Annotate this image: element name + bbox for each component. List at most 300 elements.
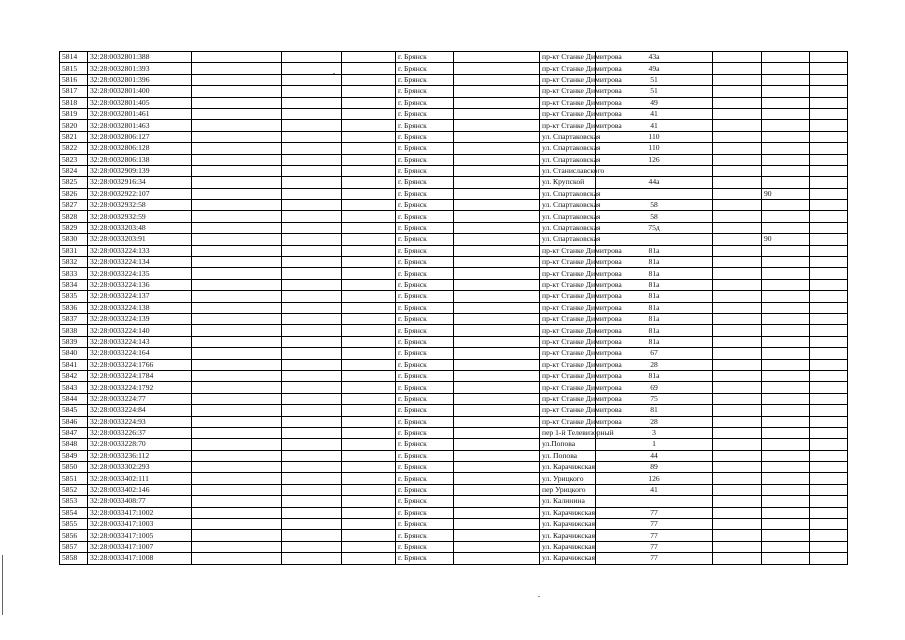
empty-cell xyxy=(454,131,540,142)
empty-cell xyxy=(282,222,342,233)
empty-cell xyxy=(192,257,282,268)
city-cell: г. Брянск xyxy=(396,108,454,119)
street-cell: пр-кт Станке Димитрова xyxy=(540,63,596,74)
empty-cell xyxy=(810,313,848,324)
house-number-cell: 81а xyxy=(596,313,713,324)
city-cell: г. Брянск xyxy=(396,154,454,165)
cadastral-number-cell: 32:28:0033224:134 xyxy=(88,257,192,268)
city-cell: г. Брянск xyxy=(396,484,454,495)
house-number-cell xyxy=(596,188,713,199)
empty-cell xyxy=(282,462,342,473)
cadastral-number-cell: 32:28:0033417:1008 xyxy=(88,553,192,564)
empty-cell xyxy=(810,291,848,302)
table-row xyxy=(60,200,848,211)
empty-cell xyxy=(810,120,848,131)
empty-cell xyxy=(192,131,282,142)
empty-cell xyxy=(810,222,848,233)
empty-cell xyxy=(713,188,762,199)
table-row xyxy=(60,279,848,290)
empty-cell xyxy=(810,393,848,404)
city-cell: г. Брянск xyxy=(396,439,454,450)
empty-cell xyxy=(810,405,848,416)
empty-cell xyxy=(342,211,396,222)
table-row xyxy=(60,484,848,495)
street-cell: пр-кт Станке Димитрова xyxy=(540,348,596,359)
house-number-cell: 81а xyxy=(596,325,713,336)
row-number-cell: 5858 xyxy=(60,553,88,564)
table-row xyxy=(60,416,848,427)
empty-cell xyxy=(282,211,342,222)
empty-cell xyxy=(454,519,540,530)
empty-cell xyxy=(282,405,342,416)
apartment-cell xyxy=(762,393,810,404)
empty-cell xyxy=(810,382,848,393)
street-cell: пр-кт Станке Димитрова xyxy=(540,86,596,97)
street-cell: пр-кт Станке Димитрова xyxy=(540,313,596,324)
house-number-cell: 81а xyxy=(596,279,713,290)
empty-cell xyxy=(713,370,762,381)
city-cell: г. Брянск xyxy=(396,268,454,279)
city-cell: г. Брянск xyxy=(396,143,454,154)
empty-cell xyxy=(192,382,282,393)
empty-cell xyxy=(342,336,396,347)
empty-cell xyxy=(713,462,762,473)
empty-cell xyxy=(282,52,342,63)
house-number-cell: 1 xyxy=(596,439,713,450)
city-cell: г. Брянск xyxy=(396,234,454,245)
empty-cell xyxy=(713,302,762,313)
apartment-cell xyxy=(762,211,810,222)
street-cell: ул. Урицкого xyxy=(540,473,596,484)
city-cell: г. Брянск xyxy=(396,348,454,359)
cadastral-number-cell: 32:28:0032806:127 xyxy=(88,131,192,142)
empty-cell xyxy=(713,348,762,359)
table-row xyxy=(60,188,848,199)
empty-cell xyxy=(713,86,762,97)
empty-cell xyxy=(713,530,762,541)
empty-cell xyxy=(454,188,540,199)
apartment-cell xyxy=(762,462,810,473)
empty-cell xyxy=(192,393,282,404)
row-number-cell: 5843 xyxy=(60,382,88,393)
empty-cell xyxy=(713,211,762,222)
empty-cell xyxy=(713,143,762,154)
empty-cell xyxy=(342,63,396,74)
empty-cell xyxy=(192,108,282,119)
empty-cell xyxy=(810,177,848,188)
apartment-cell xyxy=(762,541,810,552)
empty-cell xyxy=(454,211,540,222)
cadastral-number-cell: 32:28:0033224:135 xyxy=(88,268,192,279)
house-number-cell: 77 xyxy=(596,507,713,518)
house-number-cell: 81а xyxy=(596,257,713,268)
empty-cell xyxy=(282,553,342,564)
table-row xyxy=(60,177,848,188)
empty-cell xyxy=(810,279,848,290)
empty-cell xyxy=(192,336,282,347)
row-number-cell: 5819 xyxy=(60,108,88,119)
empty-cell xyxy=(713,257,762,268)
row-number-cell: 5814 xyxy=(60,52,88,63)
empty-cell xyxy=(454,496,540,507)
empty-cell xyxy=(192,211,282,222)
empty-cell xyxy=(713,393,762,404)
apartment-cell xyxy=(762,154,810,165)
empty-cell xyxy=(282,382,342,393)
empty-cell xyxy=(454,120,540,131)
cadastral-number-cell: 32:28:0032932:58 xyxy=(88,200,192,211)
empty-cell xyxy=(810,257,848,268)
table-row xyxy=(60,393,848,404)
street-cell: ул. Карачижская xyxy=(540,541,596,552)
cadastral-number-cell: 32:28:0033417:1005 xyxy=(88,530,192,541)
row-number-cell: 5837 xyxy=(60,313,88,324)
empty-cell xyxy=(192,63,282,74)
empty-cell xyxy=(342,302,396,313)
empty-cell xyxy=(282,302,342,313)
empty-cell xyxy=(713,245,762,256)
empty-cell xyxy=(454,279,540,290)
house-number-cell: 77 xyxy=(596,553,713,564)
empty-cell xyxy=(810,74,848,85)
cadastral-number-cell: 32:28:0033224:136 xyxy=(88,279,192,290)
cadastral-number-cell: 32:28:0033224:140 xyxy=(88,325,192,336)
empty-cell xyxy=(454,143,540,154)
table-row xyxy=(60,336,848,347)
empty-cell xyxy=(713,52,762,63)
empty-cell xyxy=(342,268,396,279)
empty-cell xyxy=(192,348,282,359)
city-cell: г. Брянск xyxy=(396,416,454,427)
empty-cell xyxy=(282,200,342,211)
empty-cell xyxy=(810,211,848,222)
empty-cell xyxy=(342,427,396,438)
street-cell: пер 1-й Телевизорный xyxy=(540,427,596,438)
street-cell: пр-кт Станке Димитрова xyxy=(540,52,596,63)
street-cell: ул. Карачижская xyxy=(540,507,596,518)
empty-cell xyxy=(454,484,540,495)
empty-cell xyxy=(454,177,540,188)
empty-cell xyxy=(810,200,848,211)
city-cell: г. Брянск xyxy=(396,313,454,324)
empty-cell xyxy=(713,165,762,176)
empty-cell xyxy=(454,74,540,85)
row-number-cell: 5821 xyxy=(60,131,88,142)
cadastral-number-cell: 32:28:0033224:143 xyxy=(88,336,192,347)
street-cell: пр-кт Станке Димитрова xyxy=(540,370,596,381)
empty-cell xyxy=(342,188,396,199)
empty-cell xyxy=(713,336,762,347)
house-number-cell: 28 xyxy=(596,359,713,370)
apartment-cell xyxy=(762,439,810,450)
street-cell: пр-кт Станке Димитрова xyxy=(540,405,596,416)
empty-cell xyxy=(282,541,342,552)
empty-cell xyxy=(810,496,848,507)
apartment-cell xyxy=(762,257,810,268)
street-cell: пр-кт Станке Димитрова xyxy=(540,416,596,427)
city-cell: г. Брянск xyxy=(396,211,454,222)
house-number-cell: 126 xyxy=(596,473,713,484)
empty-cell xyxy=(454,165,540,176)
cadastral-number-cell: 32:28:0032801:393 xyxy=(88,63,192,74)
empty-cell xyxy=(282,188,342,199)
empty-cell xyxy=(454,553,540,564)
city-cell: г. Брянск xyxy=(396,405,454,416)
empty-cell xyxy=(282,86,342,97)
empty-cell xyxy=(342,143,396,154)
street-cell: ул. Спартаковская xyxy=(540,143,596,154)
empty-cell xyxy=(810,108,848,119)
empty-cell xyxy=(810,450,848,461)
empty-cell xyxy=(342,519,396,530)
house-number-cell: 81 xyxy=(596,405,713,416)
empty-cell xyxy=(454,234,540,245)
empty-cell xyxy=(454,63,540,74)
street-cell: ул. Спартаковская xyxy=(540,188,596,199)
house-number-cell: 3 xyxy=(596,427,713,438)
city-cell: г. Брянск xyxy=(396,165,454,176)
row-number-cell: 5848 xyxy=(60,439,88,450)
row-number-cell: 5816 xyxy=(60,74,88,85)
empty-cell xyxy=(342,234,396,245)
empty-cell xyxy=(192,245,282,256)
apartment-cell xyxy=(762,177,810,188)
empty-cell xyxy=(810,268,848,279)
row-number-cell: 5849 xyxy=(60,450,88,461)
empty-cell xyxy=(454,450,540,461)
empty-cell xyxy=(192,302,282,313)
empty-cell xyxy=(713,108,762,119)
table-row xyxy=(60,302,848,313)
cadastral-number-cell: 32:28:0032801:396 xyxy=(88,74,192,85)
house-number-cell: 81а xyxy=(596,370,713,381)
empty-cell xyxy=(342,291,396,302)
cadastral-number-cell: 32:28:0032922:107 xyxy=(88,188,192,199)
empty-cell xyxy=(713,519,762,530)
empty-cell xyxy=(454,370,540,381)
empty-cell xyxy=(342,154,396,165)
cadastral-number-cell: 32:28:0033402:146 xyxy=(88,484,192,495)
empty-cell xyxy=(282,279,342,290)
empty-cell xyxy=(282,530,342,541)
table-row xyxy=(60,97,848,108)
empty-cell xyxy=(454,52,540,63)
apartment-cell xyxy=(762,416,810,427)
cadastral-number-cell: 32:28:0033203:48 xyxy=(88,222,192,233)
empty-cell xyxy=(342,165,396,176)
empty-cell xyxy=(192,541,282,552)
empty-cell xyxy=(454,257,540,268)
empty-cell xyxy=(192,177,282,188)
empty-cell xyxy=(282,245,342,256)
empty-cell xyxy=(192,313,282,324)
empty-cell xyxy=(713,154,762,165)
empty-cell xyxy=(282,519,342,530)
apartment-cell xyxy=(762,325,810,336)
apartment-cell xyxy=(762,427,810,438)
table-row xyxy=(60,541,848,552)
house-number-cell: 77 xyxy=(596,519,713,530)
empty-cell xyxy=(282,234,342,245)
table-row xyxy=(60,245,848,256)
street-cell: ул.Попова xyxy=(540,439,596,450)
empty-cell xyxy=(192,553,282,564)
cadastral-number-cell: 32:28:0033224:133 xyxy=(88,245,192,256)
table-row xyxy=(60,530,848,541)
street-cell: ул. Карачижская xyxy=(540,519,596,530)
house-number-cell: 44 xyxy=(596,450,713,461)
empty-cell xyxy=(342,439,396,450)
empty-cell xyxy=(282,154,342,165)
empty-cell xyxy=(810,302,848,313)
table-row xyxy=(60,52,848,63)
table-row xyxy=(60,234,848,245)
empty-cell xyxy=(454,268,540,279)
empty-cell xyxy=(342,507,396,518)
row-number-cell: 5854 xyxy=(60,507,88,518)
empty-cell xyxy=(454,200,540,211)
row-number-cell: 5820 xyxy=(60,120,88,131)
empty-cell xyxy=(192,507,282,518)
house-number-cell: 51 xyxy=(596,74,713,85)
empty-cell xyxy=(454,462,540,473)
table-row xyxy=(60,382,848,393)
table-row xyxy=(60,291,848,302)
scan-speck xyxy=(333,73,335,74)
apartment-cell xyxy=(762,165,810,176)
empty-cell xyxy=(454,507,540,518)
house-number-cell: 51 xyxy=(596,86,713,97)
apartment-cell xyxy=(762,496,810,507)
street-cell: пр-кт Станке Димитрова xyxy=(540,359,596,370)
apartment-cell xyxy=(762,279,810,290)
empty-cell xyxy=(192,86,282,97)
empty-cell xyxy=(713,450,762,461)
row-number-cell: 5845 xyxy=(60,405,88,416)
empty-cell xyxy=(192,405,282,416)
table-row xyxy=(60,257,848,268)
empty-cell xyxy=(192,530,282,541)
street-cell: пр-кт Станке Димитрова xyxy=(540,97,596,108)
street-cell: ул. Карачижская xyxy=(540,553,596,564)
empty-cell xyxy=(810,234,848,245)
cadastral-number-cell: 32:28:0033224:1766 xyxy=(88,359,192,370)
empty-cell xyxy=(810,359,848,370)
cadastral-number-cell: 32:28:0033224:1792 xyxy=(88,382,192,393)
empty-cell xyxy=(192,143,282,154)
empty-cell xyxy=(810,63,848,74)
cadastral-number-cell: 32:28:0033224:164 xyxy=(88,348,192,359)
row-number-cell: 5839 xyxy=(60,336,88,347)
row-number-cell: 5841 xyxy=(60,359,88,370)
city-cell: г. Брянск xyxy=(396,541,454,552)
empty-cell xyxy=(342,279,396,290)
empty-cell xyxy=(192,484,282,495)
empty-cell xyxy=(282,313,342,324)
empty-cell xyxy=(713,234,762,245)
apartment-cell xyxy=(762,74,810,85)
empty-cell xyxy=(192,291,282,302)
empty-cell xyxy=(810,553,848,564)
empty-cell xyxy=(713,131,762,142)
empty-cell xyxy=(342,553,396,564)
table-row xyxy=(60,108,848,119)
table-row xyxy=(60,154,848,165)
apartment-cell xyxy=(762,530,810,541)
street-cell: пер Урицкого xyxy=(540,484,596,495)
empty-cell xyxy=(282,450,342,461)
empty-cell xyxy=(713,553,762,564)
street-cell: ул. Карачижская xyxy=(540,530,596,541)
table-row xyxy=(60,370,848,381)
house-number-cell: 49 xyxy=(596,97,713,108)
apartment-cell xyxy=(762,222,810,233)
row-number-cell: 5833 xyxy=(60,268,88,279)
row-number-cell: 5827 xyxy=(60,200,88,211)
house-number-cell: 75д xyxy=(596,222,713,233)
empty-cell xyxy=(342,120,396,131)
empty-cell xyxy=(713,427,762,438)
empty-cell xyxy=(454,416,540,427)
cadastral-number-cell: 32:28:0033224:1784 xyxy=(88,370,192,381)
table-row xyxy=(60,462,848,473)
row-number-cell: 5829 xyxy=(60,222,88,233)
empty-cell xyxy=(192,188,282,199)
empty-cell xyxy=(342,416,396,427)
cadastral-number-cell: 32:28:0033224:84 xyxy=(88,405,192,416)
cadastral-number-cell: 32:28:0033302:293 xyxy=(88,462,192,473)
street-cell: пр-кт Станке Димитрова xyxy=(540,393,596,404)
row-number-cell: 5840 xyxy=(60,348,88,359)
empty-cell xyxy=(713,200,762,211)
table-row xyxy=(60,165,848,176)
row-number-cell: 5842 xyxy=(60,370,88,381)
empty-cell xyxy=(282,484,342,495)
empty-cell xyxy=(192,416,282,427)
cadastral-number-cell: 32:28:0033236:112 xyxy=(88,450,192,461)
row-number-cell: 5825 xyxy=(60,177,88,188)
empty-cell xyxy=(713,63,762,74)
empty-cell xyxy=(342,222,396,233)
city-cell: г. Брянск xyxy=(396,473,454,484)
row-number-cell: 5857 xyxy=(60,541,88,552)
table-row xyxy=(60,131,848,142)
empty-cell xyxy=(192,200,282,211)
empty-cell xyxy=(342,325,396,336)
empty-cell xyxy=(454,427,540,438)
house-number-cell: 49а xyxy=(596,63,713,74)
empty-cell xyxy=(342,450,396,461)
empty-cell xyxy=(454,108,540,119)
empty-cell xyxy=(192,165,282,176)
empty-cell xyxy=(713,439,762,450)
house-number-cell: 28 xyxy=(596,416,713,427)
empty-cell xyxy=(282,74,342,85)
city-cell: г. Брянск xyxy=(396,496,454,507)
empty-cell xyxy=(342,86,396,97)
empty-cell xyxy=(810,245,848,256)
house-number-cell: 81а xyxy=(596,302,713,313)
empty-cell xyxy=(342,473,396,484)
empty-cell xyxy=(713,279,762,290)
street-cell: пр-кт Станке Димитрова xyxy=(540,325,596,336)
apartment-cell xyxy=(762,382,810,393)
apartment-cell xyxy=(762,86,810,97)
house-number-cell: 89 xyxy=(596,462,713,473)
house-number-cell: 77 xyxy=(596,530,713,541)
empty-cell xyxy=(192,473,282,484)
cadastral-number-cell: 32:28:0033224:138 xyxy=(88,302,192,313)
